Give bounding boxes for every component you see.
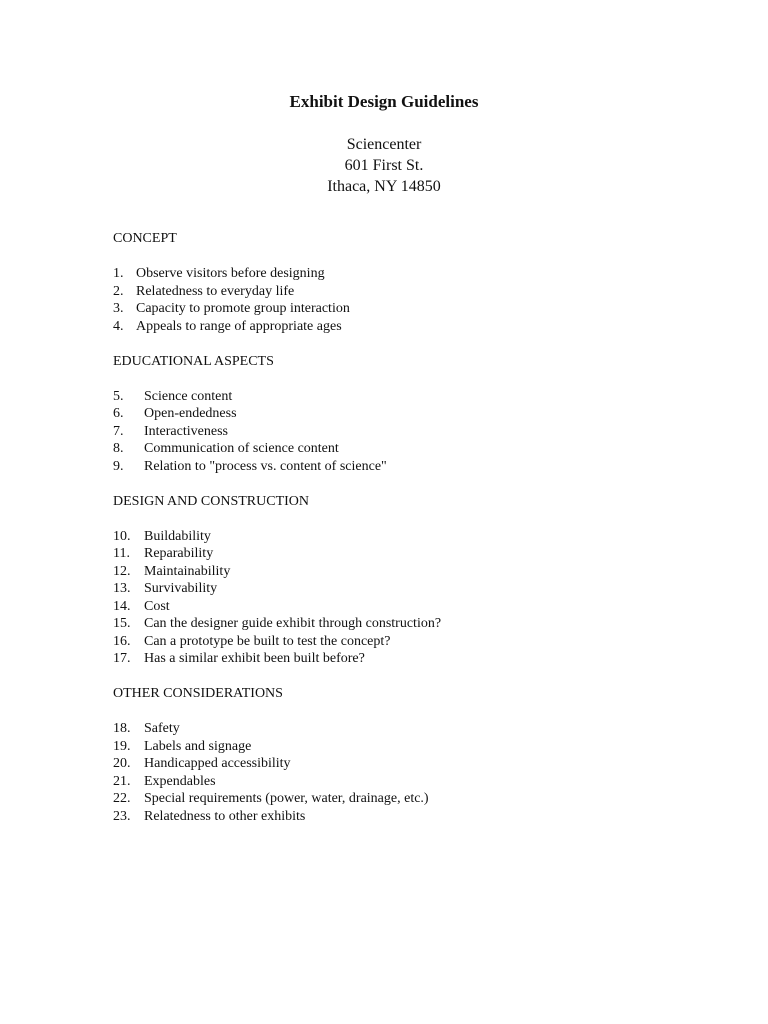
item-text: Communication of science content <box>144 441 339 456</box>
address-line-city: Ithaca, NY 14850 <box>327 178 441 195</box>
section-concept <box>113 230 713 335</box>
item-text: Can a prototype be built to test the concept? <box>144 633 391 649</box>
section-list <box>113 528 713 668</box>
list-item <box>113 773 713 791</box>
item-number: 1. <box>113 266 124 281</box>
list-item <box>113 650 713 668</box>
item-number: 9. <box>113 458 124 474</box>
section-heading: EDUCATIONAL ASPECTS <box>113 353 274 369</box>
item-number: 23. <box>113 808 131 824</box>
item-number: 20. <box>113 756 131 771</box>
list-item <box>113 405 713 423</box>
item-number: 15. <box>113 616 131 631</box>
list-item <box>113 265 713 283</box>
list-item <box>113 738 713 756</box>
item-text: Relatedness to other exhibits <box>144 808 306 824</box>
item-number: 4. <box>113 318 124 334</box>
guidelines-content <box>113 230 713 843</box>
item-text: Capacity to promote group interaction <box>136 301 350 316</box>
list-item <box>113 580 713 598</box>
list-item <box>113 388 713 406</box>
list-item <box>113 755 713 773</box>
section-heading: DESIGN AND CONSTRUCTION <box>113 493 310 509</box>
section-educational-aspects <box>113 353 713 476</box>
item-number: 21. <box>113 773 131 789</box>
item-number: 13. <box>113 581 131 596</box>
item-number: 10. <box>113 528 131 544</box>
document-title: Exhibit Design Guidelines <box>289 92 479 111</box>
address-line-org: Sciencenter <box>346 136 422 153</box>
item-text: Survivability <box>144 581 218 596</box>
list-item <box>113 563 713 581</box>
list-item <box>113 458 713 476</box>
list-item <box>113 283 713 301</box>
item-number: 19. <box>113 738 131 754</box>
item-text: Labels and signage <box>144 738 252 754</box>
list-item <box>113 790 713 808</box>
item-text: Open-endedness <box>144 406 237 421</box>
address-block <box>0 134 768 197</box>
item-number: 11. <box>113 546 130 561</box>
item-number: 7. <box>113 423 124 439</box>
item-number: 8. <box>113 441 124 456</box>
item-text: Relatedness to everyday life <box>136 283 295 299</box>
list-item <box>113 545 713 563</box>
item-text: Special requirements (power, water, drainage, etc.) <box>144 791 429 806</box>
list-item <box>113 808 713 826</box>
item-text: Relation to "process vs. content of science" <box>144 458 387 474</box>
item-number: 12. <box>113 563 131 579</box>
list-item <box>113 720 713 738</box>
item-text: Maintainability <box>144 563 231 579</box>
item-text: Appeals to range of appropriate ages <box>136 318 342 334</box>
list-item <box>113 598 713 616</box>
item-text: Science content <box>144 388 233 404</box>
item-number: 6. <box>113 406 124 421</box>
item-number: 17. <box>113 651 131 666</box>
item-number: 5. <box>113 388 124 404</box>
item-number: 3. <box>113 301 124 316</box>
section-list <box>113 720 713 825</box>
item-number: 18. <box>113 721 131 736</box>
section-list <box>113 388 713 476</box>
item-text: Observe visitors before designing <box>136 266 325 281</box>
list-item <box>113 440 713 458</box>
list-item <box>113 318 713 336</box>
list-item <box>113 633 713 651</box>
item-text: Has a similar exhibit been built before? <box>144 651 365 666</box>
item-text: Can the designer guide exhibit through construction? <box>144 616 442 631</box>
address-line-street: 601 First St. <box>344 157 424 174</box>
section-heading: OTHER CONSIDERATIONS <box>113 686 283 701</box>
section-list <box>113 265 713 335</box>
section-heading: CONCEPT <box>113 231 177 246</box>
item-text: Expendables <box>144 773 216 789</box>
item-number: 16. <box>113 633 131 649</box>
list-item <box>113 528 713 546</box>
item-text: Buildability <box>144 528 211 544</box>
list-item <box>113 423 713 441</box>
item-text: Interactiveness <box>144 423 228 439</box>
item-text: Reparability <box>144 546 214 561</box>
section-design-and-construction <box>113 493 713 668</box>
item-text: Cost <box>144 598 170 614</box>
item-text: Safety <box>144 721 180 736</box>
list-item <box>113 300 713 318</box>
item-number: 2. <box>113 283 124 299</box>
section-other-considerations <box>113 685 713 825</box>
item-number: 14. <box>113 598 131 614</box>
item-number: 22. <box>113 791 131 806</box>
item-text: Handicapped accessibility <box>144 756 291 771</box>
list-item <box>113 615 713 633</box>
